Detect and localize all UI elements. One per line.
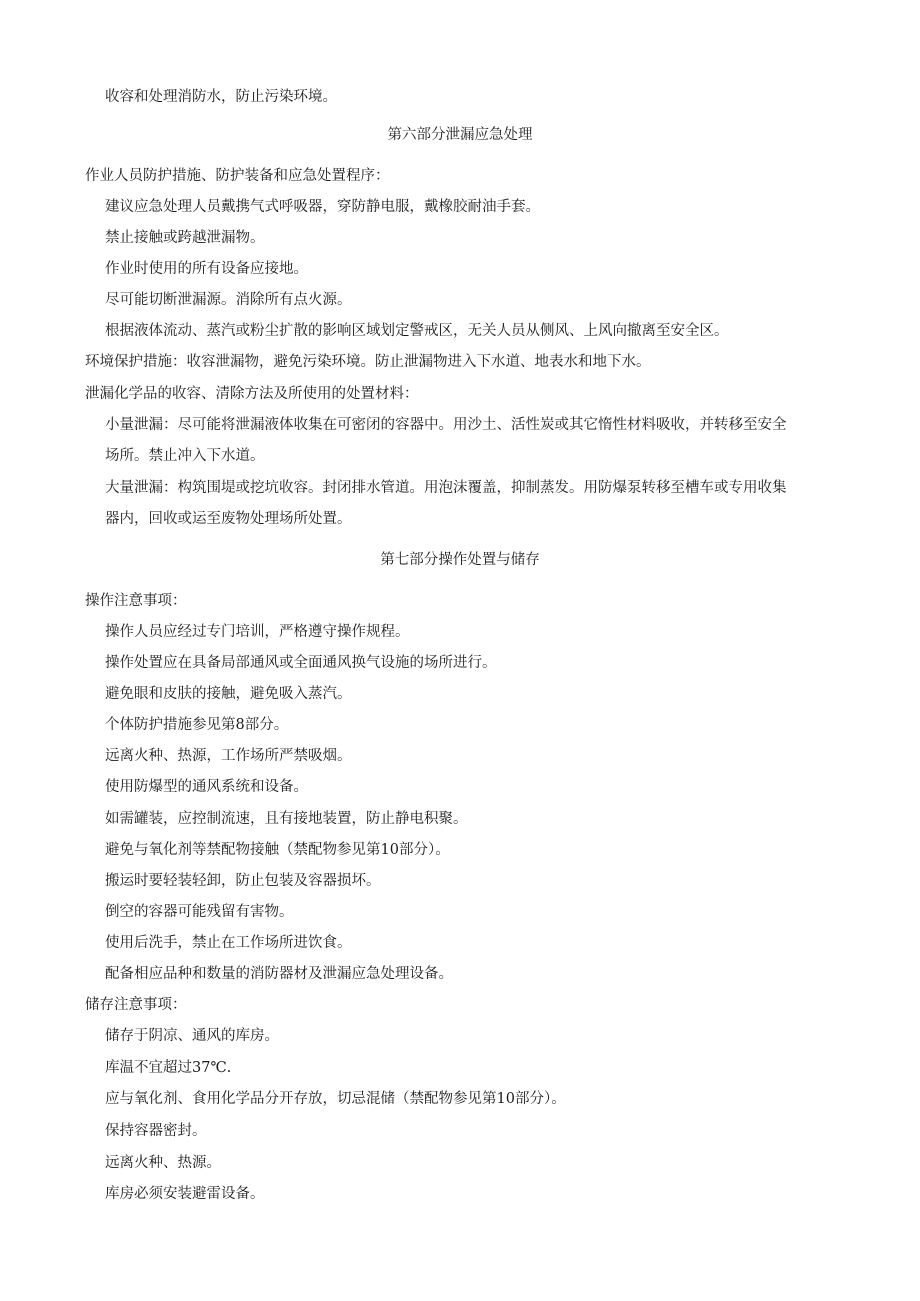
list-item: 搬运时要轻装轻卸，防止包装及容器损坏。 (105, 873, 381, 889)
list-item: 尽可能切断泄漏源。消除所有点火源。 (105, 292, 352, 308)
cleanup-heading: 泄漏化学品的收容、清除方法及所使用的处置材料： (85, 386, 419, 402)
list-item: 避免与氧化剂等禁配物接触（禁配物参见第10部分）。 (105, 842, 450, 858)
list-item: 避免眼和皮肤的接触，避免吸入蒸汽。 (105, 686, 352, 702)
list-item: 远离火种、热源。 (105, 1155, 221, 1171)
list-item: 远离火种、热源，工作场所严禁吸烟。 (105, 748, 352, 764)
list-item: 储存于阴凉、通风的库房。 (105, 1028, 279, 1044)
list-item: 如需罐装，应控制流速，且有接地装置，防止静电积聚。 (105, 811, 468, 827)
list-item: 建议应急处理人员戴携气式呼吸器，穿防静电服，戴橡胶耐油手套。 (105, 199, 540, 215)
small-leak-line: 小量泄漏：尽可能将泄漏液体收集在可密闭的容器中。用沙土、活性炭或其它惰性材料吸收，并转移至安全 (105, 417, 787, 433)
list-item: 应与氧化剂、食用化学品分开存放，切忌混储（禁配物参见第10部分）。 (105, 1091, 566, 1107)
list-item: 使用防爆型的通风系统和设备。 (105, 779, 308, 795)
large-leak-line: 器内，回收或运至废物处理场所处置。 (105, 511, 352, 527)
env-protection-line (85, 352, 651, 372)
list-item: 配备相应品种和数量的消防器材及泄漏应急处理设备。 (105, 966, 453, 982)
list-item: 根据液体流动、蒸汽或粉尘扩散的影响区域划定警戒区，无关人员从侧风、上风向撤离至安全区。 (105, 323, 729, 339)
env-protection-label: 环境保护措施： (85, 354, 187, 370)
list-item: 个体防护措施参见第8部分。 (105, 717, 289, 733)
large-leak-line: 大量泄漏：构筑围堤或挖坑收容。封闭排水管道。用泡沫覆盖，抑制蒸发。用防爆泵转移至槽车或专用收集 (105, 480, 787, 496)
list-item: 倒空的容器可能残留有害物。 (105, 904, 294, 920)
list-item: 保持容器密封。 (105, 1123, 207, 1139)
personnel-heading: 作业人员防护措施、防护装备和应急处置程序： (85, 168, 390, 184)
list-item: 库房必须安装避雷设备。 (105, 1186, 265, 1202)
small-leak-line: 场所。禁止冲入下水道。 (105, 448, 265, 464)
list-item: 禁止接触或跨越泄漏物。 (105, 230, 265, 246)
storage-heading: 储存注意事项： (85, 997, 187, 1013)
handling-heading: 操作注意事项： (85, 593, 187, 609)
list-item: 操作人员应经过专门培训，严格遵守操作规程。 (105, 624, 410, 640)
paragraph-line: 收容和处理消防水，防止污染环境。 (105, 89, 337, 105)
section-6-title: 第六部分泄漏应急处理 (387, 127, 533, 143)
env-protection-text: 收容泄漏物，避免污染环境。防止泄漏物进入下水道、地表水和地下水。 (186, 354, 651, 370)
list-item: 使用后洗手，禁止在工作场所进饮食。 (105, 935, 352, 951)
list-item: 库温不宜超过37℃. (105, 1060, 232, 1076)
list-item: 操作处置应在具备局部通风或全面通风换气设施的场所进行。 (105, 655, 497, 671)
list-item: 作业时使用的所有设备应接地。 (105, 261, 308, 277)
section-7-title: 第七部分操作处置与储存 (380, 552, 540, 568)
